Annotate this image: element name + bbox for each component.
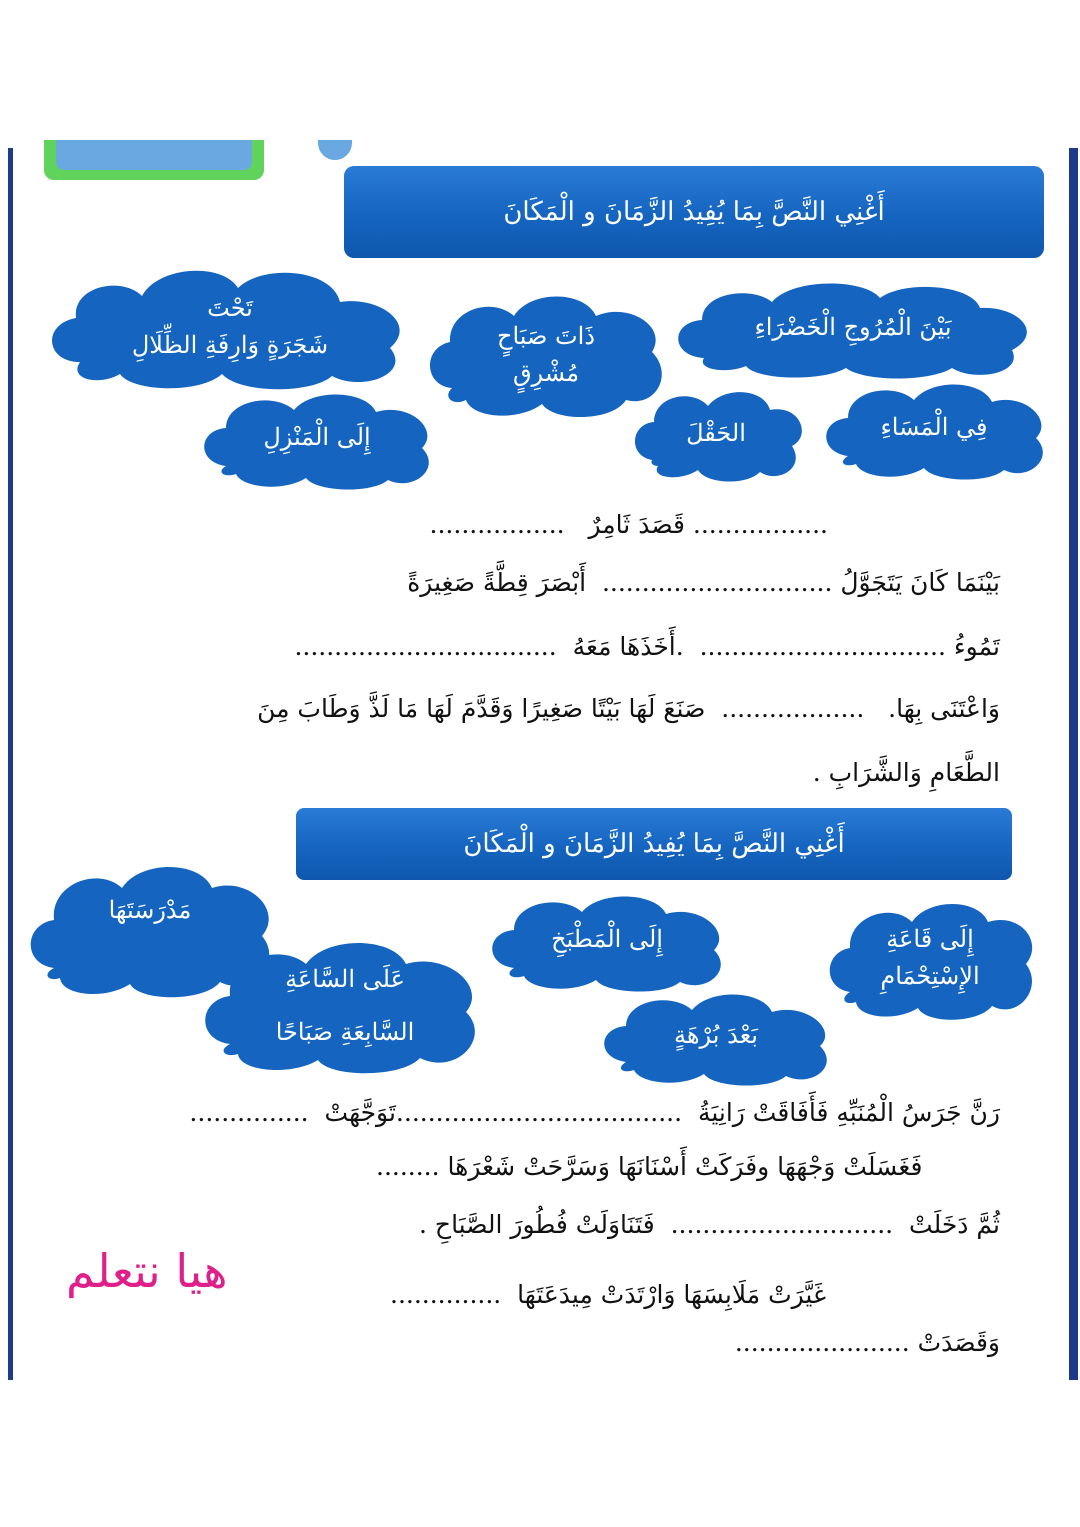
word-cloud[interactable]: ذَاتَ صَبَاحٍ مُشْرِقٍ xyxy=(422,290,670,420)
blank-field[interactable]: ............................... xyxy=(699,632,946,661)
paragraph1-line4: وَاعْتَنَى بِهَا. .................. صَنَعَ لَهَا بَيْتًا صَغِيرًا وَقَدَّمَ لَهَا مَا لَذَّ وَطَابَ مِنَ xyxy=(257,694,1000,723)
word-cloud[interactable]: عَلَى السَّاعَةِ السَّابِعَةِ صَبَاحًا xyxy=(196,936,494,1076)
paragraph2-line3: ثُمَّ دَخَلَتْ ............................ فَتَنَاوَلَتْ فُطُورَ الصَّبَاحِ . xyxy=(419,1210,1000,1239)
blank-field[interactable]: ................................. xyxy=(294,632,557,661)
page-border-left xyxy=(8,148,13,1380)
section2-title-banner xyxy=(296,808,1012,880)
lets-learn-label: هيا نتعلم xyxy=(66,1244,228,1298)
blank-field[interactable]: ................. xyxy=(429,510,565,539)
header-dot-decoration xyxy=(318,140,352,160)
paragraph2-line4: .............. غَيَّرَتْ مَلَابِسَهَا وَارْتَدَتْ مِيدَعَتَهَا xyxy=(390,1280,827,1309)
word-cloud[interactable]: مَدْرَسَتَهَا xyxy=(22,858,278,1000)
blank-field[interactable]: ...................... xyxy=(734,1328,910,1357)
section1-title-banner xyxy=(344,166,1044,258)
paragraph2-line5: وَقَصَدَتْ ...................... xyxy=(734,1328,1000,1357)
blank-field[interactable]: ................................... xyxy=(403,1098,683,1127)
paragraph1-line5: الطَّعَامِ وَالشَّرَابِ . xyxy=(812,758,1000,787)
word-cloud[interactable]: تَحْتَ شَجَرَةٍ وَارِفَةِ الظِّلَالِ xyxy=(40,262,420,392)
paragraph1-line1: ................. قَصَدَ ثَامِرٌ ................. xyxy=(429,510,828,539)
paragraph1-line3: تَمُوءُ ............................... .أَخَذَهَا مَعَهُ ................................. xyxy=(294,632,1000,661)
word-cloud[interactable]: إِلَى قَاعَةِ الإِسْتِحْمَامِ xyxy=(822,896,1038,1020)
header-tab-decoration xyxy=(44,140,264,180)
blank-field[interactable]: ............... xyxy=(189,1098,309,1127)
section1-title: أَغْنِي النَّصَّ بِمَا يُفِيدُ الزَّمَانَ و الْمَكَانَ xyxy=(503,197,885,227)
section2-title: أَغْنِي النَّصَّ بِمَا يُفِيدُ الزَّمَانَ و الْمَكَانَ xyxy=(463,829,845,859)
word-cloud[interactable]: الحَقْلَ xyxy=(628,386,804,482)
word-cloud[interactable]: بَعْدَ بُرْهَةٍ xyxy=(596,988,836,1084)
page-border-right xyxy=(1069,148,1078,1380)
blank-field[interactable]: ........ xyxy=(376,1152,440,1181)
blank-field[interactable]: .............. xyxy=(390,1280,502,1309)
paragraph2-line2: ........ فَغَسَلَتْ وَجْهَهَا وفَرَكَتْ أَسْنَانَهَا وَسَرَّحَتْ شَعْرَهَا xyxy=(376,1152,923,1181)
blank-field[interactable]: .................. xyxy=(721,694,865,723)
blank-field[interactable]: ............................. xyxy=(601,568,833,597)
paragraph2-line1: رَنَّ جَرَسُ الْمُنَبِّهِ فَأَفَاقَتْ رَانِيَةُ ....................................تَوَجَّهَتْ ............... xyxy=(189,1098,1000,1127)
word-cloud[interactable]: بَيْنَ الْمُرُوجِ الْخَضْرَاءِ xyxy=(668,278,1038,378)
word-cloud[interactable]: إِلَى الْمَنْزِلِ xyxy=(196,388,438,488)
blank-field[interactable]: ............................ xyxy=(670,1210,894,1239)
word-cloud[interactable]: إِلَى الْمَطْبَخِ xyxy=(484,890,730,990)
paragraph1-line2: بَيْنَمَا كَانَ يَتَجَوَّلُ ............................. أَبْصَرَ قِطَّةً صَغِيرَةً xyxy=(407,568,1000,597)
word-cloud[interactable]: فِي الْمَسَاءِ xyxy=(818,378,1050,478)
